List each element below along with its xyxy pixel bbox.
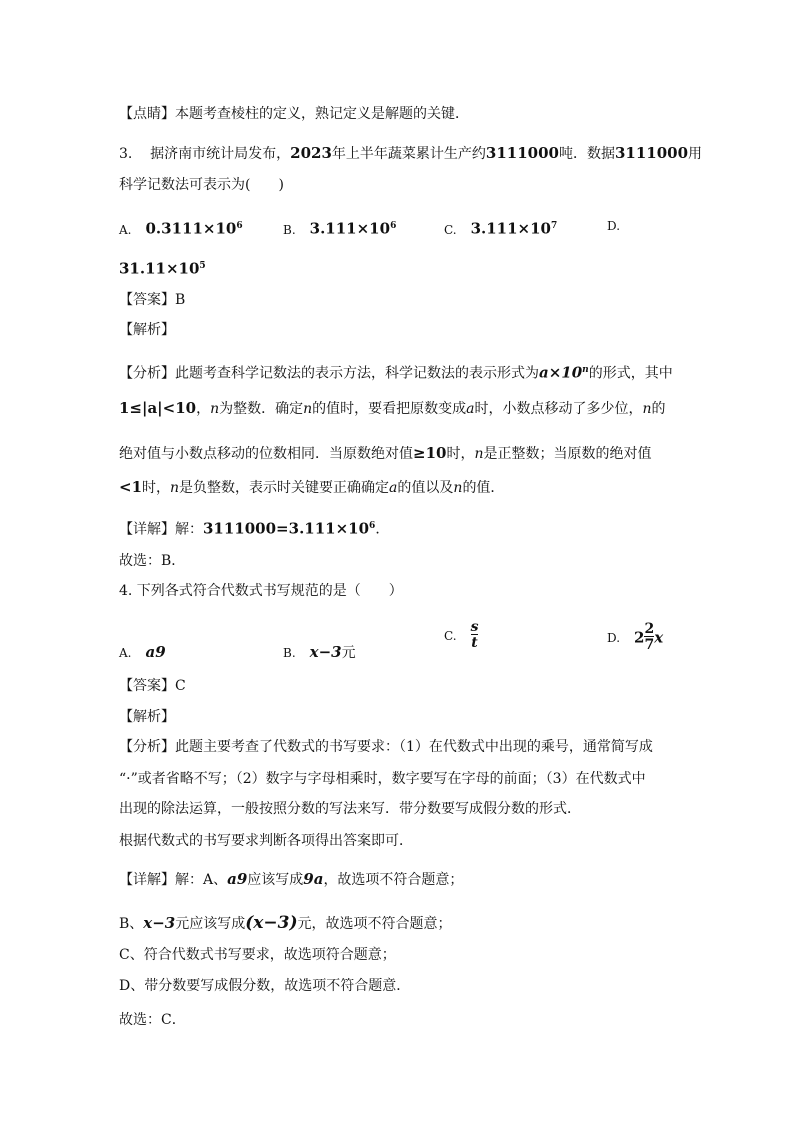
math: 2	[634, 628, 645, 647]
var: n	[642, 401, 652, 417]
var: n	[303, 401, 313, 417]
text: 吨．数据	[558, 146, 615, 162]
denominator: 7	[644, 637, 655, 653]
text: ，故选项不符合题意；	[323, 872, 464, 888]
q4-choose: 故选：C．	[119, 1012, 186, 1028]
q4-analysis-line4: 根据代数式的书写要求判断各项得出答案即可．	[119, 833, 413, 849]
var: n	[210, 401, 220, 417]
math: x−3	[309, 643, 342, 661]
math: 3111000	[485, 144, 559, 162]
text: 年上半年蔬菜累计生产约	[331, 146, 486, 162]
q4-option-b[interactable]	[283, 642, 356, 663]
q4-answer: 【答案】C	[119, 678, 186, 694]
math: 0.3111×10	[145, 219, 237, 238]
var: n	[170, 480, 180, 496]
math: 3111000	[614, 144, 689, 162]
q4-analysis-line1: 【分析】此题主要考查了代数式的书写要求：（1）在代数式中出现的乘号，通常简写成	[119, 739, 653, 755]
option-letter: A.	[119, 222, 132, 237]
q4-option-c[interactable]	[444, 620, 478, 651]
text: 的值时，要看把原数变成	[312, 401, 467, 417]
option-letter: B.	[283, 646, 296, 660]
text: B、	[119, 916, 144, 932]
q4-detail-a	[119, 869, 463, 890]
option-letter: C.	[444, 628, 457, 643]
q4-analysis-line2: “·”或者省略不写；（2）数字与字母相乘时，数字要写在字母的前面；（3）在代数式中	[119, 771, 646, 787]
q3-analysis-line4	[119, 477, 504, 498]
denominator: t	[471, 635, 478, 651]
var: n	[453, 480, 463, 496]
fraction	[644, 622, 654, 653]
math: 2023	[290, 144, 332, 162]
option-letter: D.	[607, 630, 621, 645]
q4-analysis-heading: 【解析】	[119, 709, 175, 725]
exponent: n	[582, 365, 589, 375]
q4-detail-c: C、符合代数式书写要求，故选项符合题意；	[119, 947, 396, 963]
q4-option-a[interactable]	[119, 642, 166, 663]
option-letter: B.	[283, 222, 296, 237]
text: 据济南市统计局发布，	[150, 146, 291, 162]
math: 1≤|a|<10	[119, 399, 197, 417]
text: 绝对值与小数点移动的位数相同．当原数绝对值	[119, 446, 413, 462]
text: 时，小数点移动了多少位，	[474, 401, 643, 417]
question-number: 3.	[119, 146, 133, 162]
math: 31.11×10	[119, 259, 200, 278]
text: 用	[688, 146, 703, 162]
q3-stem-line1	[119, 143, 702, 164]
exponent: 6	[390, 221, 397, 231]
text: 的值．	[462, 480, 505, 496]
q3-option-d-value	[119, 256, 206, 280]
text: 【详解】解：A、	[119, 872, 228, 888]
q4-detail-d: D、带分数要写成假分数，故选项不符合题意．	[119, 978, 411, 994]
text: ．	[375, 521, 390, 538]
q3-stem-line2: 科学记数法可表示为( )	[119, 177, 284, 193]
numerator: s	[470, 619, 479, 635]
exponent: 7	[551, 221, 558, 231]
numerator: 2	[644, 621, 655, 637]
text: 为整数．确定	[219, 401, 304, 417]
var: n	[474, 446, 484, 462]
var: a	[389, 480, 398, 496]
text: 的值以及	[397, 480, 454, 496]
text: 【分析】此题考查科学记数法的表示方法，科学记数法的表示形式为	[119, 365, 539, 382]
q4-detail-b	[119, 913, 452, 934]
option-letter: C.	[444, 222, 457, 237]
math: 3.111×10	[470, 219, 551, 238]
q4-option-d[interactable]	[607, 622, 663, 653]
option-letter: A.	[119, 646, 132, 660]
exponent: 6	[369, 521, 376, 531]
math: x	[654, 628, 664, 647]
text: 元	[341, 645, 356, 661]
exponent: 6	[236, 221, 243, 231]
math: 3.111×10	[309, 219, 391, 238]
math: (x−3)	[245, 913, 298, 933]
math: <1	[119, 478, 143, 496]
var: a	[466, 401, 475, 417]
q3-choose: 故选：B．	[119, 553, 186, 569]
text: 是负整数，表示时关键要正确确定	[179, 480, 390, 496]
math: a9	[227, 870, 248, 888]
q3-analysis-line1	[119, 360, 673, 384]
math: 3111000=3.111×10	[203, 519, 370, 538]
option-letter: D.	[607, 219, 621, 233]
text: ，	[196, 401, 211, 417]
q3-analysis-line2	[119, 398, 666, 419]
q4-title: 4. 下列各式符合代数式书写规范的是（ ）	[119, 583, 403, 599]
q4-analysis-line3: 出现的除法运算，一般按照分数的写法来写．带分数要写成假分数的形式．	[119, 801, 581, 817]
text: 时，	[142, 480, 171, 496]
q3-analysis-line3	[119, 443, 651, 464]
fraction	[471, 620, 479, 651]
text: 的形式，其中	[588, 365, 673, 382]
text: 的	[651, 401, 666, 417]
text: 元，故选项不符合题意；	[297, 916, 452, 932]
math: a×10	[539, 363, 583, 382]
text: 应该写成	[247, 872, 304, 888]
q3-option-a[interactable]	[119, 216, 243, 240]
exponent: 5	[199, 261, 206, 271]
q3-option-b[interactable]	[283, 216, 396, 240]
q3-option-c[interactable]	[444, 216, 557, 240]
text: 【详解】解：	[119, 521, 203, 538]
q3-option-d[interactable]	[607, 216, 634, 236]
math: ≥10	[413, 444, 447, 462]
q3-answer: 【答案】B	[119, 292, 186, 308]
math: a9	[145, 643, 166, 661]
q3-analysis-heading: 【解析】	[119, 322, 175, 338]
text: 是正整数；当原数的绝对值	[483, 446, 652, 462]
math: x−3	[143, 914, 176, 932]
math: 9a	[303, 870, 324, 888]
text: 时，	[446, 446, 475, 462]
note-line: 【点睛】本题考查棱柱的定义，熟记定义是解题的关键．	[119, 106, 469, 122]
text: 元应该写成	[175, 916, 246, 932]
q3-detail	[119, 516, 389, 540]
